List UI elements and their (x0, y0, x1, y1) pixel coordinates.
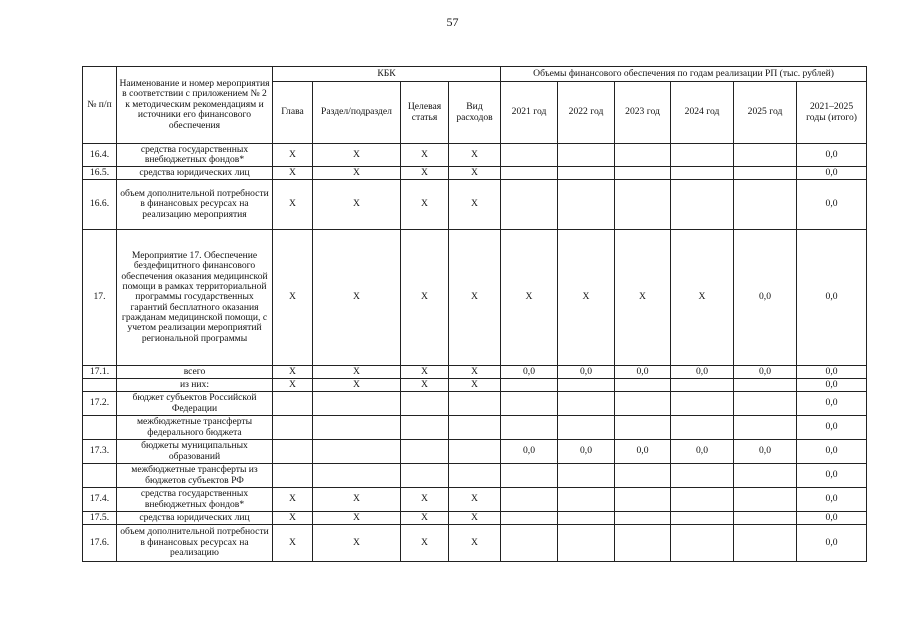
cell-celevaya: X (401, 525, 449, 562)
table-row (83, 525, 867, 562)
cell-2025: 0,0 (734, 440, 797, 464)
cell-celevaya (401, 416, 449, 440)
row-num (83, 379, 117, 392)
table-row (83, 366, 867, 379)
cell-razdel: X (313, 488, 401, 512)
cell-vid: X (449, 488, 501, 512)
cell-2025 (734, 392, 797, 416)
header-2022: 2022 год (558, 82, 615, 144)
header-name: Наименование и номер мероприятия в соответствии с приложением № 2 к методическим рекомендациям и источники его финансового обеспечения (117, 67, 273, 144)
cell-2023 (615, 392, 671, 416)
row-name: средства государственных внебюджетных фондов* (117, 488, 273, 512)
row-num (83, 416, 117, 440)
row-name: средства государственных внебюджетных фондов* (117, 144, 273, 167)
cell-2024 (671, 379, 734, 392)
cell-2023: X (615, 230, 671, 366)
cell-razdel: X (313, 230, 401, 366)
cell-vid: X (449, 512, 501, 525)
cell-vid: X (449, 525, 501, 562)
cell-razdel: X (313, 180, 401, 230)
table-row (83, 379, 867, 392)
row-num: 17.1. (83, 366, 117, 379)
cell-2024 (671, 167, 734, 180)
cell-2025: 0,0 (734, 366, 797, 379)
cell-2024 (671, 416, 734, 440)
header-vid: Вид расходов (449, 82, 501, 144)
row-num: 17.3. (83, 440, 117, 464)
cell-vid: X (449, 379, 501, 392)
cell-razdel: X (313, 379, 401, 392)
cell-2022 (558, 416, 615, 440)
cell-celevaya (401, 392, 449, 416)
cell-glava: X (273, 488, 313, 512)
cell-glava: X (273, 379, 313, 392)
cell-2024 (671, 488, 734, 512)
header-2021: 2021 год (501, 82, 558, 144)
cell-vid: X (449, 144, 501, 167)
cell-2025 (734, 379, 797, 392)
cell-2022 (558, 167, 615, 180)
cell-2024 (671, 392, 734, 416)
cell-vid (449, 440, 501, 464)
cell-vid (449, 392, 501, 416)
cell-glava (273, 392, 313, 416)
cell-razdel: X (313, 144, 401, 167)
cell-2022 (558, 525, 615, 562)
cell-razdel: X (313, 366, 401, 379)
cell-vid: X (449, 180, 501, 230)
cell-total: 0,0 (797, 488, 867, 512)
financing-table (82, 66, 867, 562)
cell-total: 0,0 (797, 180, 867, 230)
header-total: 2021–2025 годы (итого) (797, 82, 867, 144)
cell-razdel: X (313, 512, 401, 525)
cell-2025 (734, 167, 797, 180)
cell-razdel (313, 440, 401, 464)
cell-celevaya (401, 440, 449, 464)
cell-2023: 0,0 (615, 366, 671, 379)
row-num: 17.5. (83, 512, 117, 525)
table-row (83, 416, 867, 440)
cell-2023 (615, 464, 671, 488)
cell-2024: 0,0 (671, 366, 734, 379)
cell-2022 (558, 464, 615, 488)
cell-razdel: X (313, 525, 401, 562)
cell-glava: X (273, 366, 313, 379)
cell-2024 (671, 180, 734, 230)
cell-total: 0,0 (797, 167, 867, 180)
cell-glava: X (273, 512, 313, 525)
header-celevaya: Целевая статья (401, 82, 449, 144)
table-row (83, 440, 867, 464)
cell-2022 (558, 488, 615, 512)
header-glava: Глава (273, 82, 313, 144)
row-name: межбюджетные трансферты из бюджетов субъектов РФ (117, 464, 273, 488)
table-row (83, 488, 867, 512)
cell-2021 (501, 512, 558, 525)
cell-2024 (671, 525, 734, 562)
cell-2025 (734, 512, 797, 525)
cell-celevaya (401, 464, 449, 488)
header-kbk: КБК (273, 67, 501, 82)
cell-celevaya: X (401, 167, 449, 180)
header-2024: 2024 год (671, 82, 734, 144)
cell-razdel (313, 416, 401, 440)
header-2025: 2025 год (734, 82, 797, 144)
cell-2021 (501, 392, 558, 416)
cell-glava: X (273, 525, 313, 562)
cell-2021 (501, 525, 558, 562)
table-row (83, 512, 867, 525)
cell-total: 0,0 (797, 230, 867, 366)
cell-2024 (671, 512, 734, 525)
cell-celevaya: X (401, 379, 449, 392)
cell-2025 (734, 525, 797, 562)
cell-total: 0,0 (797, 416, 867, 440)
cell-total: 0,0 (797, 144, 867, 167)
cell-celevaya: X (401, 512, 449, 525)
row-num (83, 464, 117, 488)
row-num: 17.2. (83, 392, 117, 416)
cell-2024: 0,0 (671, 440, 734, 464)
cell-2022 (558, 512, 615, 525)
cell-glava: X (273, 144, 313, 167)
table-row (83, 180, 867, 230)
row-num: 17.4. (83, 488, 117, 512)
cell-razdel: X (313, 167, 401, 180)
table-row (83, 144, 867, 167)
header-razdel: Раздел/подраздел (313, 82, 401, 144)
cell-celevaya: X (401, 366, 449, 379)
cell-2023 (615, 488, 671, 512)
cell-2022: X (558, 230, 615, 366)
row-name: средства юридических лиц (117, 167, 273, 180)
cell-celevaya: X (401, 230, 449, 366)
cell-2021 (501, 464, 558, 488)
cell-2023 (615, 167, 671, 180)
cell-total: 0,0 (797, 379, 867, 392)
table-row (83, 230, 867, 366)
row-name: бюджет субъектов Российской Федерации (117, 392, 273, 416)
cell-2024 (671, 464, 734, 488)
row-name: средства юридических лиц (117, 512, 273, 525)
cell-2023 (615, 379, 671, 392)
row-num: 16.6. (83, 180, 117, 230)
cell-2023 (615, 416, 671, 440)
row-name: бюджеты муниципальных образований (117, 440, 273, 464)
cell-2021: X (501, 230, 558, 366)
cell-glava (273, 464, 313, 488)
cell-total: 0,0 (797, 512, 867, 525)
cell-2021 (501, 416, 558, 440)
cell-glava: X (273, 230, 313, 366)
cell-vid (449, 416, 501, 440)
row-name: объем дополнительной потребности в финансовых ресурсах на реализацию (117, 525, 273, 562)
cell-2025: 0,0 (734, 230, 797, 366)
cell-glava: X (273, 167, 313, 180)
row-num: 16.4. (83, 144, 117, 167)
cell-2023 (615, 144, 671, 167)
cell-2021 (501, 488, 558, 512)
table-body (83, 144, 867, 562)
cell-2023 (615, 512, 671, 525)
row-name: межбюджетные трансферты федерального бюджета (117, 416, 273, 440)
row-name: Мероприятие 17. Обеспечение бездефицитного финансового обеспечения оказания медицинской помощи в рамках территориальной программы государственных гарантий бесплатного оказания гражданам медицинской помощи, с учетом реализации мероприятий региональной программы (117, 230, 273, 366)
cell-total: 0,0 (797, 464, 867, 488)
cell-2021 (501, 167, 558, 180)
row-name: из них: (117, 379, 273, 392)
cell-celevaya: X (401, 488, 449, 512)
cell-2022: 0,0 (558, 440, 615, 464)
cell-2025 (734, 180, 797, 230)
cell-2022 (558, 180, 615, 230)
cell-total: 0,0 (797, 366, 867, 379)
table-row (83, 464, 867, 488)
cell-razdel (313, 392, 401, 416)
header-volumes: Объемы финансового обеспечения по годам реализации РП (тыс. рублей) (501, 67, 867, 82)
cell-2023: 0,0 (615, 440, 671, 464)
cell-2025 (734, 464, 797, 488)
cell-2023 (615, 525, 671, 562)
cell-2022 (558, 144, 615, 167)
cell-glava (273, 416, 313, 440)
cell-glava (273, 440, 313, 464)
cell-2022 (558, 392, 615, 416)
cell-vid: X (449, 230, 501, 366)
cell-glava: X (273, 180, 313, 230)
cell-total: 0,0 (797, 525, 867, 562)
cell-2022 (558, 379, 615, 392)
cell-2025 (734, 488, 797, 512)
table-row (83, 167, 867, 180)
row-num: 17. (83, 230, 117, 366)
header-num: № п/п (83, 67, 117, 144)
page-number: 57 (446, 15, 459, 29)
cell-2025 (734, 144, 797, 167)
cell-2022: 0,0 (558, 366, 615, 379)
row-num: 16.5. (83, 167, 117, 180)
cell-2021 (501, 180, 558, 230)
row-name: объем дополнительной потребности в финансовых ресурсах на реализацию мероприятия (117, 180, 273, 230)
cell-vid: X (449, 167, 501, 180)
cell-2021 (501, 144, 558, 167)
cell-2021: 0,0 (501, 440, 558, 464)
cell-2024: X (671, 230, 734, 366)
row-name: всего (117, 366, 273, 379)
cell-vid (449, 464, 501, 488)
cell-razdel (313, 464, 401, 488)
cell-total: 0,0 (797, 392, 867, 416)
table-row (83, 392, 867, 416)
cell-2025 (734, 416, 797, 440)
cell-2023 (615, 180, 671, 230)
row-num: 17.6. (83, 525, 117, 562)
cell-total: 0,0 (797, 440, 867, 464)
cell-celevaya: X (401, 144, 449, 167)
cell-2021 (501, 379, 558, 392)
header-2023: 2023 год (615, 82, 671, 144)
table-header (83, 67, 867, 144)
cell-2024 (671, 144, 734, 167)
cell-vid: X (449, 366, 501, 379)
cell-2021: 0,0 (501, 366, 558, 379)
cell-celevaya: X (401, 180, 449, 230)
